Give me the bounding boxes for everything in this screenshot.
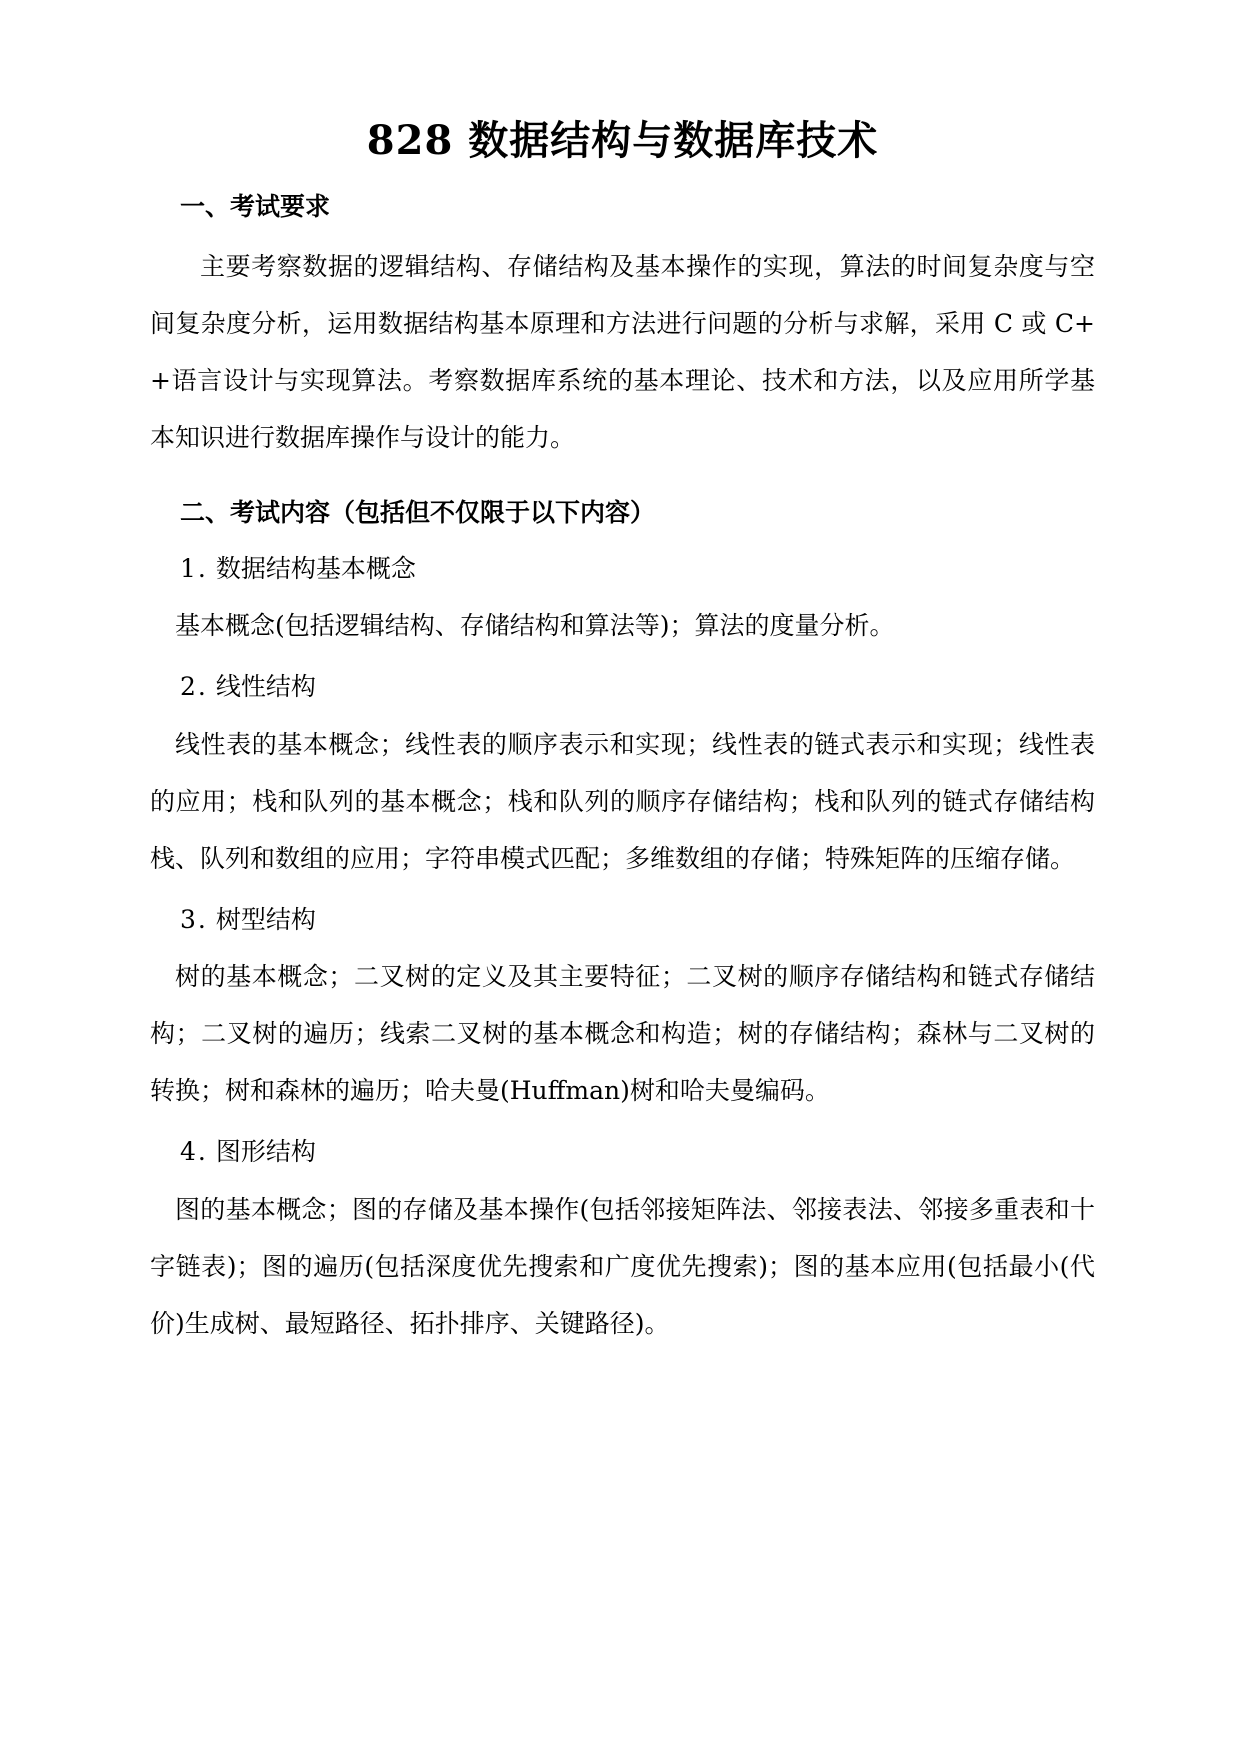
item-heading-1: [150, 550, 1095, 588]
item-heading-4: [150, 1133, 1095, 1171]
document-content: [150, 118, 1095, 1358]
section-heading-exam-requirements: 一、考试要求: [180, 192, 331, 221]
item-number-1: 1.: [180, 553, 208, 583]
item-title-3: 树型结构: [215, 904, 316, 934]
item-number-2: 2.: [180, 672, 208, 701]
item-title-4: 图形结构: [215, 1137, 316, 1166]
item-number-3: 3.: [180, 904, 208, 934]
item-body-3: 树的基本概念；二叉树的定义及其主要特征；二叉树的顺序存储结构和链式存储结构；二叉树的遍历；线索二叉树的基本概念和构造；树的存储结构；森林与二叉树的转换；树和森林的遍历；哈夫曼(Huffman)树和哈夫曼编码。: [150, 962, 1095, 1105]
item-body-4: 图的基本概念；图的存储及基本操作(包括邻接矩阵法、邻接表法、邻接多重表和十字链表)；图的遍历(包括深度优先搜索和广度优先搜索)；图的基本应用(包括最小(代价)生成树、最短路径、拓扑排序、关键路径)。: [150, 1194, 1095, 1338]
item-heading-2: [150, 668, 1095, 706]
item-body-2: 线性表的基本概念；线性表的顺序表示和实现；线性表的链式表示和实现；线性表的应用；栈和队列的基本概念；栈和队列的顺序存储结构；栈和队列的链式存储结构栈、队列和数组的应用；字符串模式匹配；多维数组的存储；特殊矩阵的压缩存储。: [150, 729, 1095, 873]
section-paragraph-exam-requirements: 主要考察数据的逻辑结构、存储结构及基本操作的实现，算法的时间复杂度与空间复杂度分析，运用数据结构基本原理和方法进行问题的分析与求解，采用 C 或 C++语言设计与实现算法。考察数据库系统的基本理论、技术和方法，以及应用所学基本知识进行数据库操作与设计的能力。: [150, 251, 1095, 452]
item-heading-3: [150, 901, 1095, 939]
item-number-4: 4.: [180, 1137, 208, 1166]
item-title-2: 线性结构: [215, 672, 316, 701]
item-body-1: 基本概念(包括逻辑结构、存储结构和算法等)；算法的度量分析。: [175, 611, 895, 640]
page-title: 828 数据结构与数据库技术: [366, 117, 879, 164]
section-heading-exam-content: 二、考试内容（包括但不仅限于以下内容）: [180, 497, 656, 527]
item-title-1: 数据结构基本概念: [215, 553, 416, 583]
